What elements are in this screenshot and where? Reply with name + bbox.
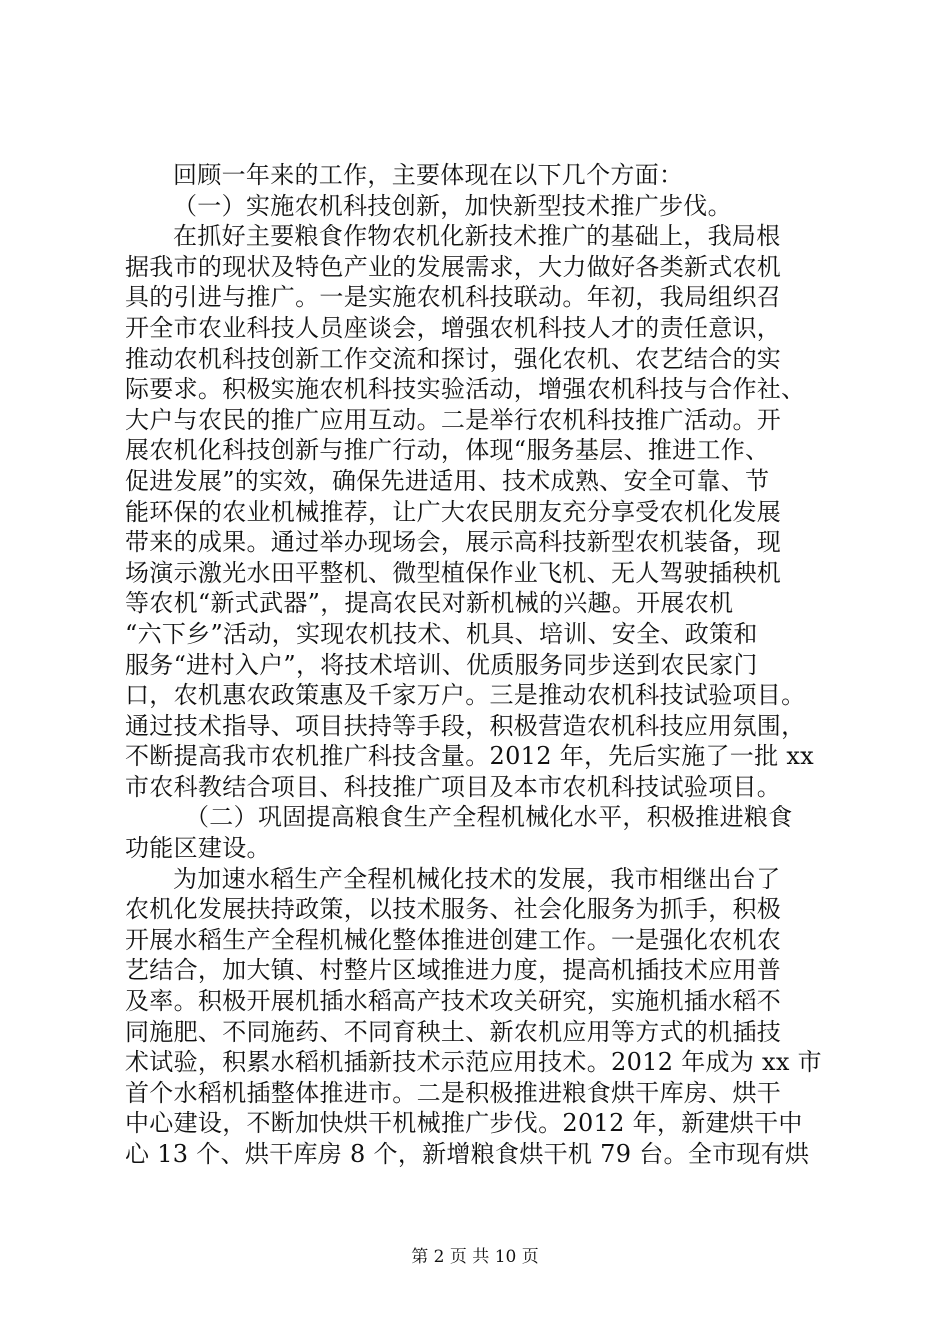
paragraph-line: 服务“进村入户”，将技术培训、优质服务同步送到农民家门 xyxy=(125,650,758,679)
paragraph-line: 促进发展”的实效，确保先进适用、技术成熟、安全可靠、节 xyxy=(125,466,770,495)
paragraph-line: 能环保的农业机械推荐，让广大农民朋友充分享受农机化发展 xyxy=(125,497,782,526)
paragraph-line: 展农机化科技创新与推广行动，体现“服务基层、推进工作、 xyxy=(125,436,770,465)
paragraph-line: 市农科教结合项目、科技推广项目及本市农机科技试验项目。 xyxy=(125,772,782,801)
paragraph-line: 艺结合，加大镇、村整片区域推进力度，提高机插技术应用普 xyxy=(125,956,782,985)
paragraph-line: 不断提高我市农机推广科技含量。2012 年，先后实施了一批 xx xyxy=(125,742,815,771)
paragraph-line: 具的引进与推广。一是实施农机科技联动。年初，我局组织召 xyxy=(125,283,782,312)
paragraph-line: 农机化发展扶持政策，以技术服务、社会化服务为抓手，积极 xyxy=(125,895,782,924)
paragraph-line: 场演示激光水田平整机、微型植保作业飞机、无人驾驶插秧机 xyxy=(125,558,782,587)
paragraph-line: 大户与农民的推广应用互动。二是举行农机科技推广活动。开 xyxy=(125,405,782,434)
paragraph-line: 开全市农业科技人员座谈会，增强农机科技人才的责任意识， xyxy=(125,313,782,342)
page-number-footer: 第 2 页 共 10 页 xyxy=(411,1247,539,1267)
paragraph-line: 及率。积极开展机插水稻高产技术攻关研究，实施机插水稻不 xyxy=(125,987,782,1016)
paragraph-line: 心 13 个、烘干库房 8 个，新增粮食烘干机 79 台。全市现有烘 xyxy=(125,1140,810,1168)
paragraph-line: 推动农机科技创新工作交流和探讨，强化农机、农艺结合的实 xyxy=(125,344,782,373)
paragraph-line: 通过技术指导、项目扶持等手段，积极营造农机科技应用氛围， xyxy=(125,711,806,740)
paragraph-line: 在抓好主要粮食作物农机化新技术推广的基础上，我局根 xyxy=(173,222,781,251)
paragraph-line: 为加速水稻生产全程机械化技术的发展，我市相继出台了 xyxy=(173,864,781,893)
section-heading-continued: 功能区建设。 xyxy=(125,834,271,863)
paragraph-line: 中心建设，不断加快烘干机械推广步伐。2012 年，新建烘干中 xyxy=(125,1109,803,1138)
paragraph-line: 带来的成果。通过举办现场会，展示高科技新型农机装备，现 xyxy=(125,528,782,557)
paragraph-line: 首个水稻机插整体推进市。二是积极推进粮食烘干库房、烘干 xyxy=(125,1078,782,1107)
section-heading: （二）巩固提高粮食生产全程机械化水平，积极推进粮食 xyxy=(185,803,793,832)
paragraph-line: 术试验，积累水稻机插新技术示范应用技术。2012 年成为 xx 市 xyxy=(125,1048,822,1077)
document-body xyxy=(125,160,835,1170)
paragraph-line: 开展水稻生产全程机械化整体推进创建工作。一是强化农机农 xyxy=(125,925,782,954)
paragraph-line: 回顾一年来的工作，主要体现在以下几个方面： xyxy=(173,161,684,189)
paragraph-line: 同施肥、不同施药、不同育秧土、新农机应用等方式的机插技 xyxy=(125,1017,782,1046)
section-heading: （一）实施农机科技创新，加快新型技术推广步伐。 xyxy=(173,191,732,220)
paragraph-line: 等农机“新式武器”，提高农民对新机械的兴趣。开展农机 xyxy=(125,589,734,618)
paragraph-line: 据我市的现状及特色产业的发展需求，大力做好各类新式农机 xyxy=(125,252,782,281)
paragraph-line: 口，农机惠农政策惠及千家万户。三是推动农机科技试验项目。 xyxy=(125,681,806,710)
paragraph-line: “六下乡”活动，实现农机技术、机具、培训、安全、政策和 xyxy=(125,619,758,648)
paragraph-line: 际要求。积极实施农机科技实验活动，增强农机科技与合作社、 xyxy=(125,375,806,404)
